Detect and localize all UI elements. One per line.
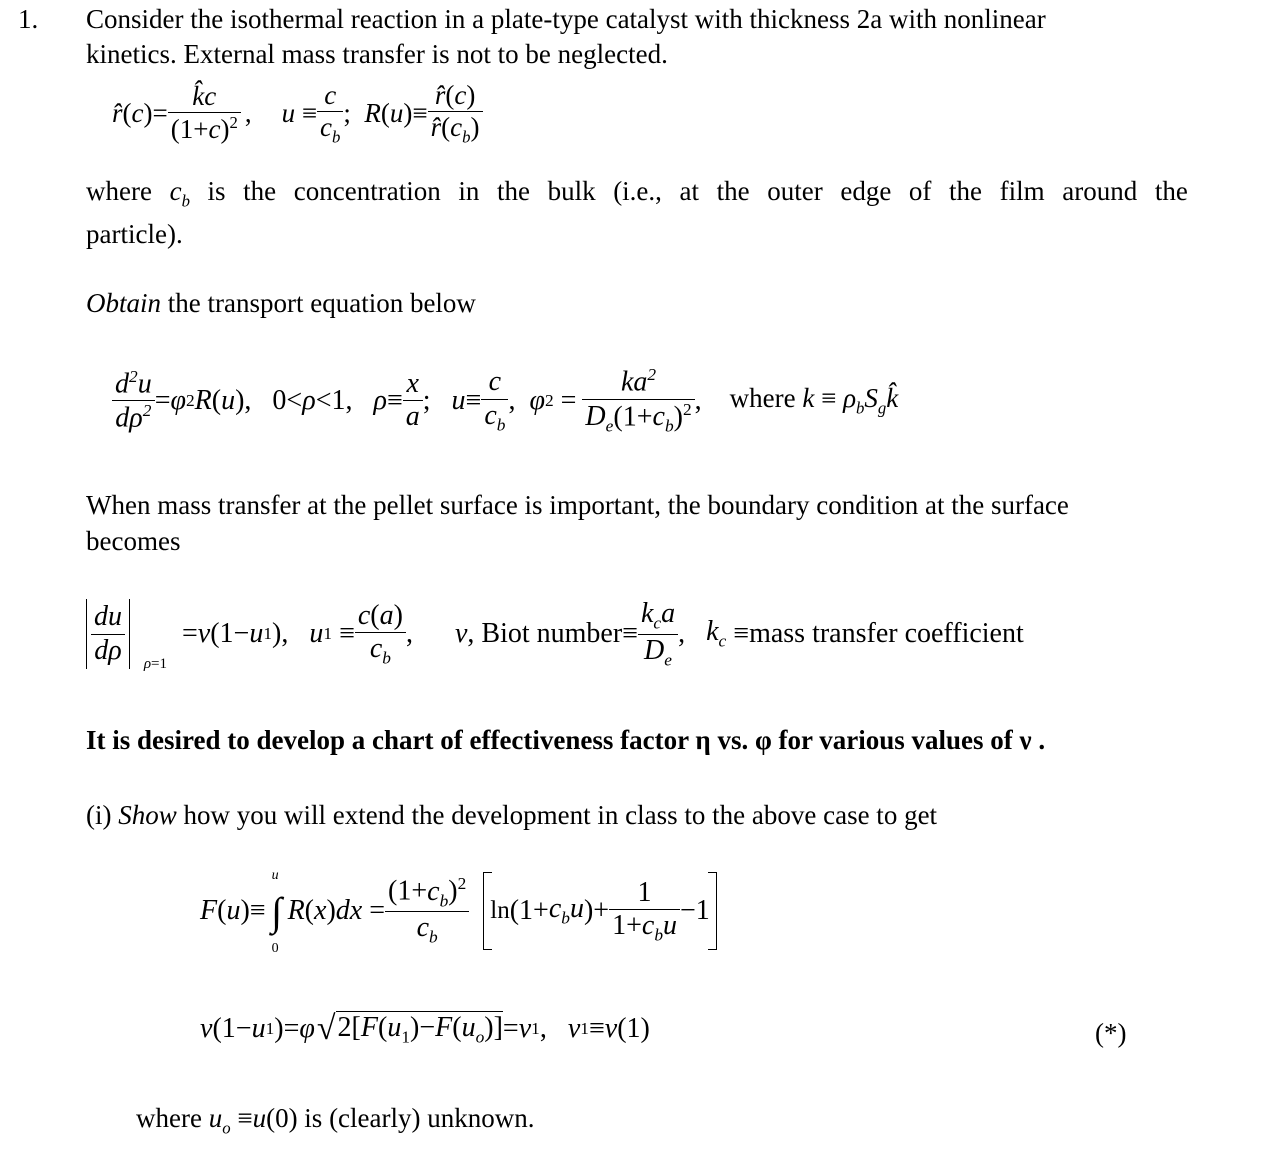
- part-i-label: (i): [86, 800, 112, 830]
- mass-transfer-line-2: becomes: [86, 526, 181, 556]
- biot-label: Biot number: [481, 618, 623, 650]
- desired-statement: It is desired to develop a chart of effectiveness factor η vs. φ for various values of ν .: [86, 725, 1046, 755]
- obtain-word: Obtain: [86, 288, 162, 318]
- mass-transfer-line-1: When mass transfer at the pellet surface is important, the boundary condition at the surface: [86, 490, 1069, 520]
- F-integral-equation: F ( u )≡ ∫ u 0 R ( x ) dx = $\frac{(1+c_b)^2}{c_b}$ ln (1+ $c_bu$ )+ $\frac{1}{1+c_bu}$ −1: [200, 872, 717, 950]
- R-definition-fraction: $\frac{r̂(c)}{r̂(c_b)}$: [428, 80, 483, 147]
- part-i-rest: how you will extend the development in class to the above case to get: [183, 800, 938, 830]
- u-definition-fraction: $\frac{c}{c_b}$: [317, 80, 343, 147]
- obtain-rest: the transport equation below: [167, 288, 476, 318]
- unknown-where-label: where: [136, 1103, 202, 1133]
- kinetics-fraction: $\frac{k̂c}{(1+c)^2}$: [168, 81, 241, 145]
- mtc-label: mass transfer coefficient: [749, 618, 1024, 650]
- part-i-line: [86, 800, 937, 831]
- where-line-1: where $c_b$ is the concentration in the bulk (i.e., at the outer edge of the film around the: [86, 176, 1188, 211]
- transport-equation: $\frac{d^2u}{d\rho^2}$ = φ 2 R ( u ), 0< ρ <1, ρ ≡ $\frac{x}{a}$ ; u ≡ $\frac{c}{c_b}$ , φ 2 = $\frac{ka^2}{D_e(1+c_b)^2}$ , where $k \equiv \rho_bS_gk̂$: [112, 365, 898, 436]
- obtain-line: [86, 288, 476, 319]
- intro-line-1: Consider the isothermal reaction in a plate-type catalyst with thickness 2a with nonlinear: [86, 4, 1046, 34]
- part-i-show-word: Show: [118, 800, 177, 830]
- star-label: (*): [1095, 1018, 1127, 1048]
- where-k-label: where: [729, 383, 796, 413]
- boundary-condition-equation: $\frac{du}{d\rho}$ ρ=1 = ν (1− u 1 ), u 1 ≡ $\frac{c(a)}{c_b}$ , ν , Biot number ≡ $\frac{k_ca}{D_e}$ , $k_c$ ≡ mass transfer coefficient: [86, 598, 1024, 670]
- where-line-2: particle).: [86, 219, 183, 249]
- star-equation: ν (1− u 1 )= φ √ $2[F(u_1)-F(u_o)]$ = ν 1 , ν 1 ≡ ν (1): [200, 1010, 650, 1047]
- kinetics-equation: r̂ ( c ) = $\frac{k̂c}{(1+c)^2}$ , u ≡ $\frac{c}{c_b}$ ; R ( u )≡ $\frac{r̂(c)}{r̂(c_b)}$: [112, 80, 483, 147]
- intro-line-2: kinetics. External mass transfer is not to be neglected.: [86, 39, 668, 69]
- ln-label: ln: [490, 897, 510, 924]
- problem-number: 1.: [18, 4, 39, 34]
- unknown-line: where $u_o \equiv u(0)$ is (clearly) unknown.: [136, 1103, 535, 1138]
